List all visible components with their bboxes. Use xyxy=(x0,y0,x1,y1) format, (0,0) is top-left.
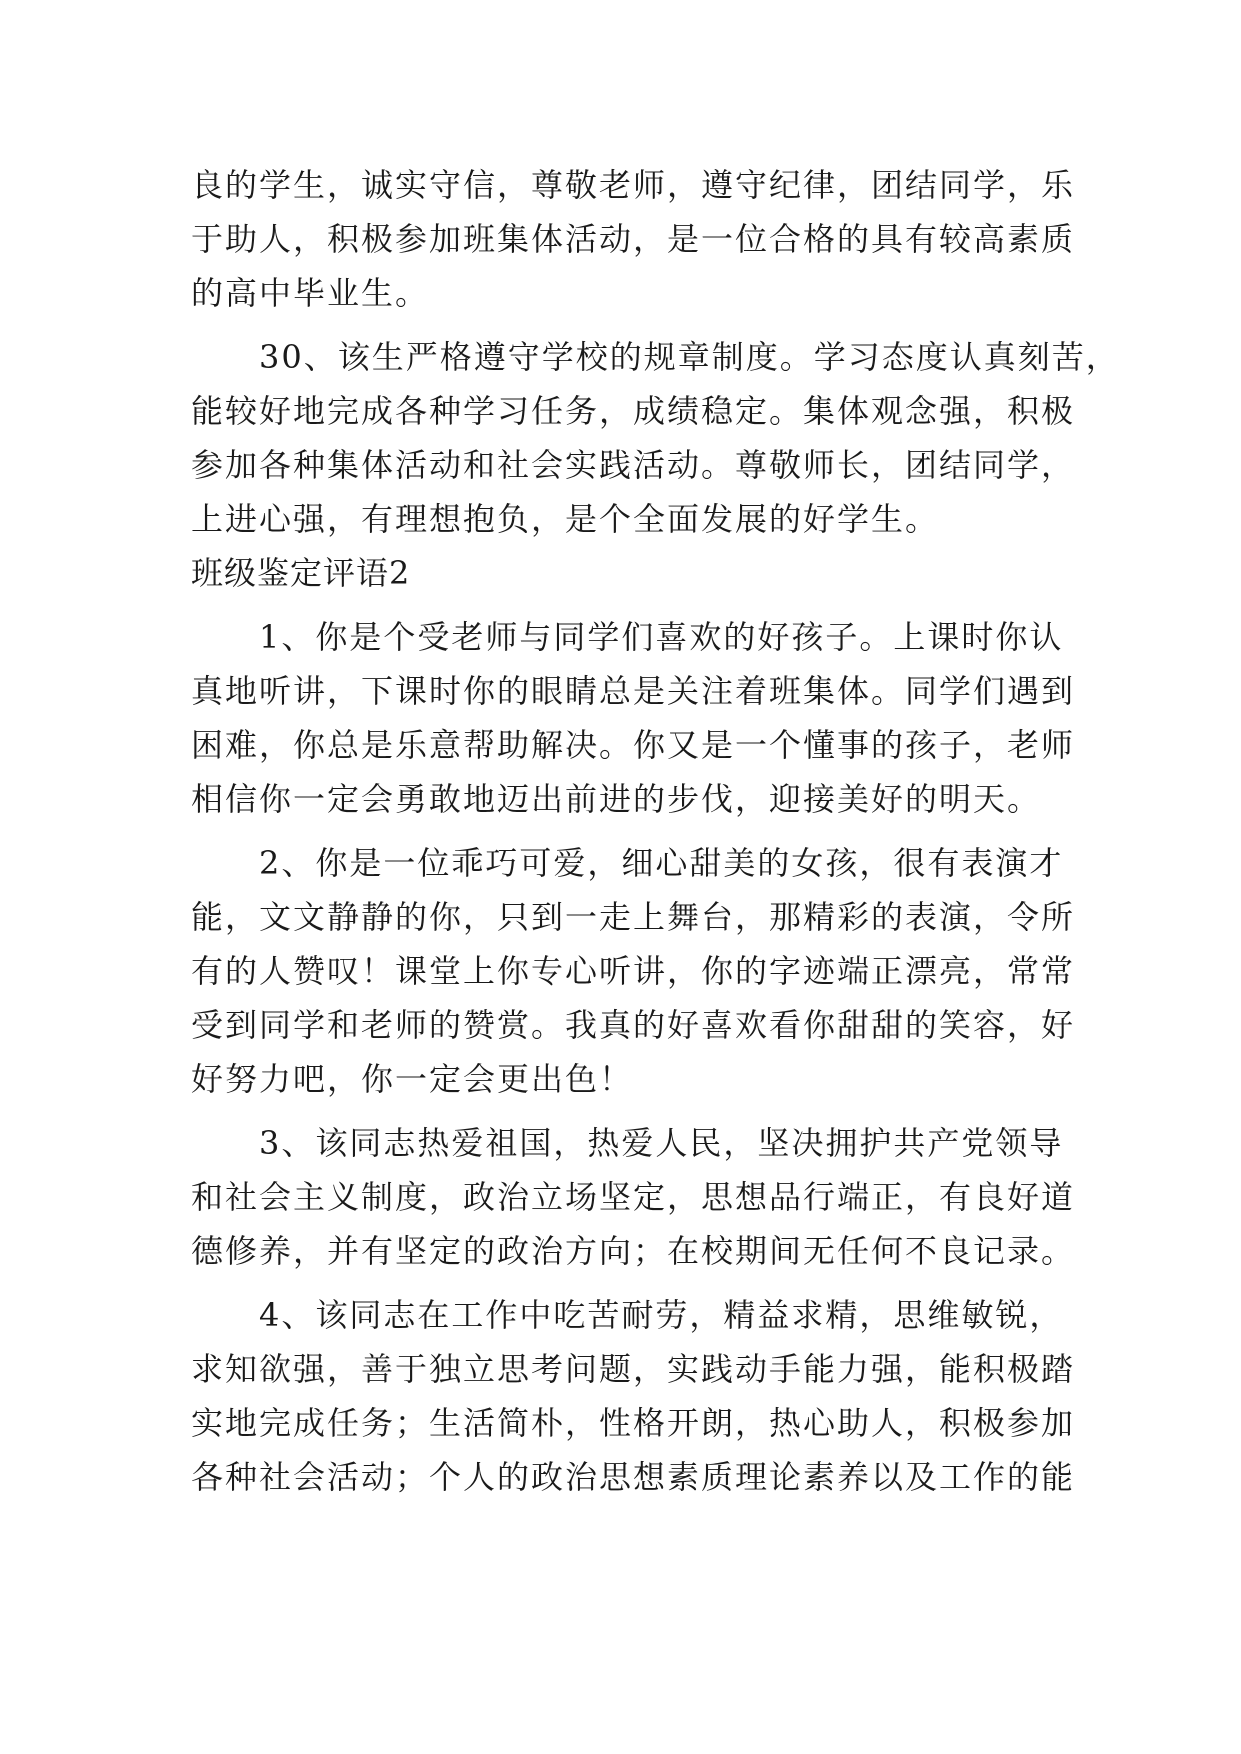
text-line: 求知欲强，善于独立思考问题，实践动手能力强，能积极踏 xyxy=(191,1350,1076,1388)
text-line: 受到同学和老师的赞赏。我真的好喜欢看你甜甜的笑容，好 xyxy=(191,1006,1076,1044)
paragraph-start-line: 30、该生严格遵守学校的规章制度。学习态度认真刻苦， xyxy=(259,338,1120,376)
text-line: 的高中毕业生。 xyxy=(191,274,430,312)
text-line: 能，文文静静的你，只到一走上舞台，那精彩的表演，令所 xyxy=(191,898,1076,936)
text-line: 上进心强，有理想抱负，是个全面发展的好学生。 xyxy=(191,500,940,538)
text-line: 好努力吧，你一定会更出色！ xyxy=(191,1060,634,1098)
paragraph-start-line: 1、你是个受老师与同学们喜欢的好孩子。上课时你认 xyxy=(259,618,1064,656)
text-line: 实地完成任务；生活简朴，性格开朗，热心助人，积极参加 xyxy=(191,1404,1076,1442)
text-line: 各种社会活动；个人的政治思想素质理论素养以及工作的能 xyxy=(191,1458,1076,1496)
text-line: 参加各种集体活动和社会实践活动。尊敬师长，团结同学， xyxy=(191,446,1076,484)
text-line: 有的人赞叹！课堂上你专心听讲，你的字迹端正漂亮，常常 xyxy=(191,952,1076,990)
paragraph-start-line: 2、你是一位乖巧可爱，细心甜美的女孩，很有表演才 xyxy=(259,844,1064,882)
text-line: 真地听讲，下课时你的眼睛总是关注着班集体。同学们遇到 xyxy=(191,672,1076,710)
text-line: 相信你一定会勇敢地迈出前进的步伐，迎接美好的明天。 xyxy=(191,780,1042,818)
text-line: 能较好地完成各种学习任务，成绩稳定。集体观念强，积极 xyxy=(191,392,1076,430)
text-line: 困难，你总是乐意帮助解决。你又是一个懂事的孩子，老师 xyxy=(191,726,1076,764)
text-line: 良的学生，诚实守信，尊敬老师，遵守纪律，团结同学，乐 xyxy=(191,166,1076,204)
text-line: 和社会主义制度，政治立场坚定，思想品行端正，有良好道 xyxy=(191,1178,1076,1216)
text-line: 于助人，积极参加班集体活动，是一位合格的具有较高素质 xyxy=(191,220,1076,258)
document-body xyxy=(191,158,1120,1504)
paragraph-start-line: 4、该同志在工作中吃苦耐劳，精益求精，思维敏锐， xyxy=(259,1296,1064,1334)
paragraph-start-line: 3、该同志热爱祖国，热爱人民，坚决拥护共产党领导 xyxy=(259,1124,1064,1162)
section-heading: 班级鉴定评语2 xyxy=(191,554,411,592)
text-line: 德修养，并有坚定的政治方向；在校期间无任何不良记录。 xyxy=(191,1232,1076,1270)
